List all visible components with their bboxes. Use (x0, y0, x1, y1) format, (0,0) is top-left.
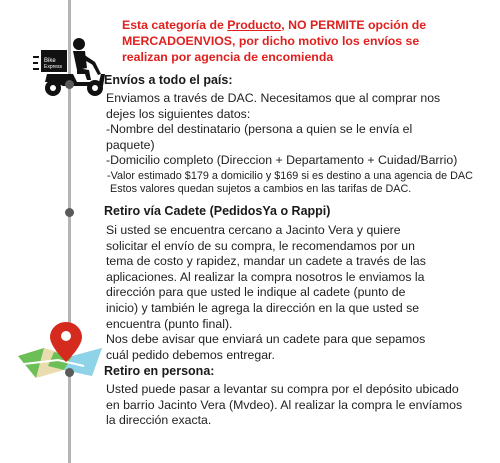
persona-line: en barrio Jacinto Vera (Mvdeo). Al realizar la compra le envíamos (106, 397, 463, 412)
timeline-dot (65, 80, 74, 89)
persona-line: Usted puede pasar a levantar su compra por el depósito ubicado (106, 382, 459, 396)
timeline-dot (65, 208, 74, 217)
timeline-dot (65, 368, 74, 377)
cadete-line: Si usted se encuentra cercano a Jacinto Vera y quiere (106, 223, 401, 237)
category-notice (122, 17, 492, 65)
cadete-body (106, 223, 496, 363)
delivery-scooter-icon (33, 36, 109, 100)
persona-title: Retiro en persona: (104, 364, 215, 378)
envios-line: -Domicilio completo (Direccion + Departamento + Cuidad/Barrio) (106, 153, 458, 168)
notice-text: opción de (364, 18, 427, 32)
price-line: Estos valores quedan sujetos a cambios en las tarifas de DAC. (110, 183, 412, 195)
cadete-line: dirección para que usted le indique al cadete (punto de (106, 285, 406, 300)
cadete-line: inicio) y también le agrega la dirección en la que usted se (106, 300, 420, 315)
notice-line: realizan por agencia de encomienda (122, 50, 334, 64)
cadete-line: tema de costo y rapidez, mandar un cadete a través de las (106, 254, 426, 269)
envios-line: Enviamos a través de DAC. Necesitamos que al comprar nos (106, 91, 441, 105)
persona-body (106, 382, 498, 429)
cadete-line: solicitar el envío de su compra, le recomendamos por un (106, 238, 415, 253)
envios-line: paquete) (106, 137, 155, 152)
envios-prices (107, 170, 499, 196)
map-pin-icon (14, 320, 106, 380)
notice-text: , (281, 18, 289, 32)
envios-line: -Nombre del destinatario (persona a quien se le envía el (106, 122, 413, 137)
cadete-title: Retiro vía Cadete (PedidosYa o Rappi) (104, 204, 331, 218)
cadete-line: Nos debe avisar que enviará un cadete para que sepamos (106, 332, 426, 347)
box-label: Bike (44, 58, 56, 64)
notice-text: Esta categoría de (122, 18, 228, 32)
notice-line: MERCADOENVIOS, por dicho motivo los envíos se (122, 34, 420, 48)
price-line: -Valor estimado $179 a domicilio y $169 si es destino a una agencia de DAC (107, 170, 473, 182)
persona-line: la dirección exacta. (106, 413, 212, 428)
cadete-line: cuál pedido debemos entregar. (106, 347, 275, 362)
box-label: Express (44, 64, 63, 70)
cadete-line: aplicaciones. Al realizar la compra nosotros le enviamos la (106, 269, 425, 284)
notice-emphasis: NO PERMITE (288, 18, 365, 32)
envios-body (106, 91, 492, 169)
envios-line: dejes los siguientes datos: (106, 106, 251, 121)
envios-title: Envíos a todo el país: (104, 73, 233, 87)
cadete-line: encuentra (punto final). (106, 316, 233, 331)
product-link[interactable]: Producto (227, 18, 282, 32)
